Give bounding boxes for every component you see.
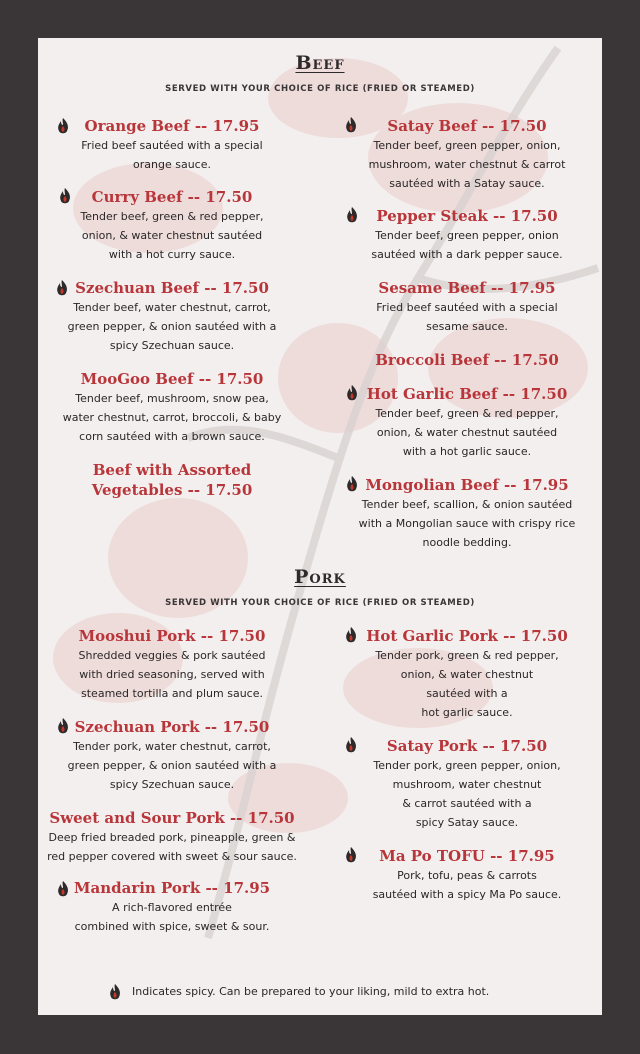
menu-item-satay-beef (342, 116, 592, 193)
item-desc-line: Tender beef, water chestnut, carrot, (73, 301, 271, 314)
item-name: MooGoo Beef -- 17.50 (80, 370, 264, 388)
chili-flame-icon (108, 983, 122, 1001)
item-desc-line: & carrot sautéed with a (402, 797, 532, 810)
item-name: Satay Beef -- 17.50 (387, 117, 547, 135)
item-desc-line: Shredded veggies & pork sautéed (78, 649, 266, 662)
item-desc-line: spicy Szechuan sauce. (109, 339, 235, 352)
item-name: Hot Garlic Beef -- 17.50 (366, 385, 568, 403)
item-desc-line: mushroom, water chestnut (392, 778, 542, 791)
item-desc-line: green pepper, & onion sautéed with a (67, 320, 277, 333)
item-name: Szechuan Beef -- 17.50 (75, 279, 269, 297)
item-desc-line: sautéed with a Satay sauce. (389, 177, 545, 190)
item-name: Pepper Steak -- 17.50 (376, 207, 558, 225)
item-name-line2: Vegetables -- 17.50 (91, 481, 253, 499)
item-name: Satay Pork -- 17.50 (386, 737, 548, 755)
menu-item-hot-garlic-pork (342, 626, 592, 722)
menu-item-moogoo-beef (50, 369, 294, 446)
item-desc-line: with a hot curry sauce. (108, 248, 236, 261)
item-desc-line: with a hot garlic sauce. (402, 445, 532, 458)
item-desc-line: Fried beef sautéed with a special (376, 301, 558, 314)
pork-section-subtitle: SERVED WITH YOUR CHOICE OF RICE (FRIED OR STEAMED) (165, 598, 475, 608)
beef-section-title: Beef (295, 52, 345, 74)
item-desc-line: steamed tortilla and plum sauce. (81, 687, 263, 700)
pork-section-title: Pork (294, 566, 346, 588)
item-desc-line: mushroom, water chestnut & carrot (368, 158, 566, 171)
item-desc-line: Tender pork, green & red pepper, (375, 649, 559, 662)
item-desc-line: Pork, tofu, peas & carrots (397, 869, 537, 882)
item-desc-line: orange sauce. (133, 158, 211, 171)
item-name: Mongolian Beef -- 17.95 (365, 476, 569, 494)
item-name: Curry Beef -- 17.50 (91, 188, 253, 206)
item-name: Sweet and Sour Pork -- 17.50 (49, 809, 295, 827)
spicy-legend-text: Indicates spicy. Can be prepared to your liking, mild to extra hot. (132, 985, 490, 998)
item-name: Ma Po TOFU -- 17.95 (379, 847, 555, 865)
menu-item-mooshui-pork (54, 626, 290, 703)
item-desc-line: with dried seasoning, served with (79, 668, 265, 681)
beef-section-subtitle: SERVED WITH YOUR CHOICE OF RICE (FRIED OR STEAMED) (165, 84, 475, 94)
item-desc-line: Tender beef, mushroom, snow pea, (75, 392, 269, 405)
item-desc-line: spicy Satay sauce. (415, 816, 519, 829)
menu-item-ma-po-tofu (342, 846, 592, 904)
item-desc-line: Deep fried breaded pork, pineapple, green & (48, 831, 296, 844)
menu-item-sweet-and-sour-pork (44, 808, 300, 866)
item-desc-line: Tender beef, green pepper, onion, (373, 139, 561, 152)
menu-item-orange-beef (54, 116, 290, 174)
menu-item-szechuan-beef (54, 278, 290, 355)
item-desc-line: Tender beef, green & red pepper, (80, 210, 264, 223)
menu-item-beef-assorted-vegetables (54, 460, 290, 500)
item-desc-line: green pepper, & onion sautéed with a (67, 759, 277, 772)
menu-item-mandarin-pork (54, 878, 290, 936)
item-desc-line: Tender beef, scallion, & onion sautéed (361, 498, 573, 511)
item-desc-line: Fried beef sautéed with a special (81, 139, 263, 152)
item-desc-line: sesame sauce. (426, 320, 508, 333)
item-name: Mooshui Pork -- 17.50 (78, 627, 266, 645)
item-desc-line: water chestnut, carrot, broccoli, & baby (62, 411, 282, 424)
menu-item-hot-garlic-beef (342, 384, 592, 461)
item-name: Beef with Assorted (92, 461, 252, 479)
item-desc-line: noodle bedding. (422, 536, 512, 549)
item-desc-line: Tender beef, green & red pepper, (375, 407, 559, 420)
item-desc-line: hot garlic sauce. (421, 706, 513, 719)
item-desc-line: corn sautéed with a brown sauce. (79, 430, 265, 443)
item-name: Sesame Beef -- 17.95 (378, 279, 556, 297)
item-desc-line: onion, & water chestnut sautéed (81, 229, 263, 242)
item-desc-line: Tender pork, green pepper, onion, (373, 759, 561, 772)
menu-item-sesame-beef (342, 278, 592, 336)
item-desc-line: red pepper covered with sweet & sour sauce. (47, 850, 297, 863)
item-desc-line: onion, & water chestnut sautéed (376, 426, 558, 439)
item-desc-line: onion, & water chestnut (400, 668, 534, 681)
item-name: Szechuan Pork -- 17.50 (74, 718, 270, 736)
menu-item-szechuan-pork (54, 717, 290, 794)
item-desc-line: A rich-flavored entrée (112, 901, 232, 914)
item-desc-line: combined with spice, sweet & sour. (74, 920, 270, 933)
item-name: Mandarin Pork -- 17.95 (73, 879, 271, 897)
item-desc-line: with a Mongolian sauce with crispy rice (358, 517, 576, 530)
menu-item-mongolian-beef (342, 475, 592, 552)
item-desc-line: sautéed with a spicy Ma Po sauce. (372, 888, 562, 901)
menu-item-broccoli-beef (342, 350, 592, 370)
menu-item-pepper-steak (342, 206, 592, 264)
item-desc-line: spicy Szechuan sauce. (109, 778, 235, 791)
item-name: Hot Garlic Pork -- 17.50 (366, 627, 568, 645)
item-name: Orange Beef -- 17.95 (84, 117, 260, 135)
menu-page (38, 38, 602, 1015)
item-desc-line: sautéed with a (426, 687, 508, 700)
item-desc-line: Tender pork, water chestnut, carrot, (73, 740, 271, 753)
item-desc-line: sautéed with a dark pepper sauce. (371, 248, 563, 261)
spicy-legend (108, 980, 548, 1004)
item-desc-line: Tender beef, green pepper, onion (375, 229, 559, 242)
item-name: Broccoli Beef -- 17.50 (375, 351, 559, 369)
menu-item-curry-beef (54, 187, 290, 264)
menu-item-satay-pork (342, 736, 592, 832)
